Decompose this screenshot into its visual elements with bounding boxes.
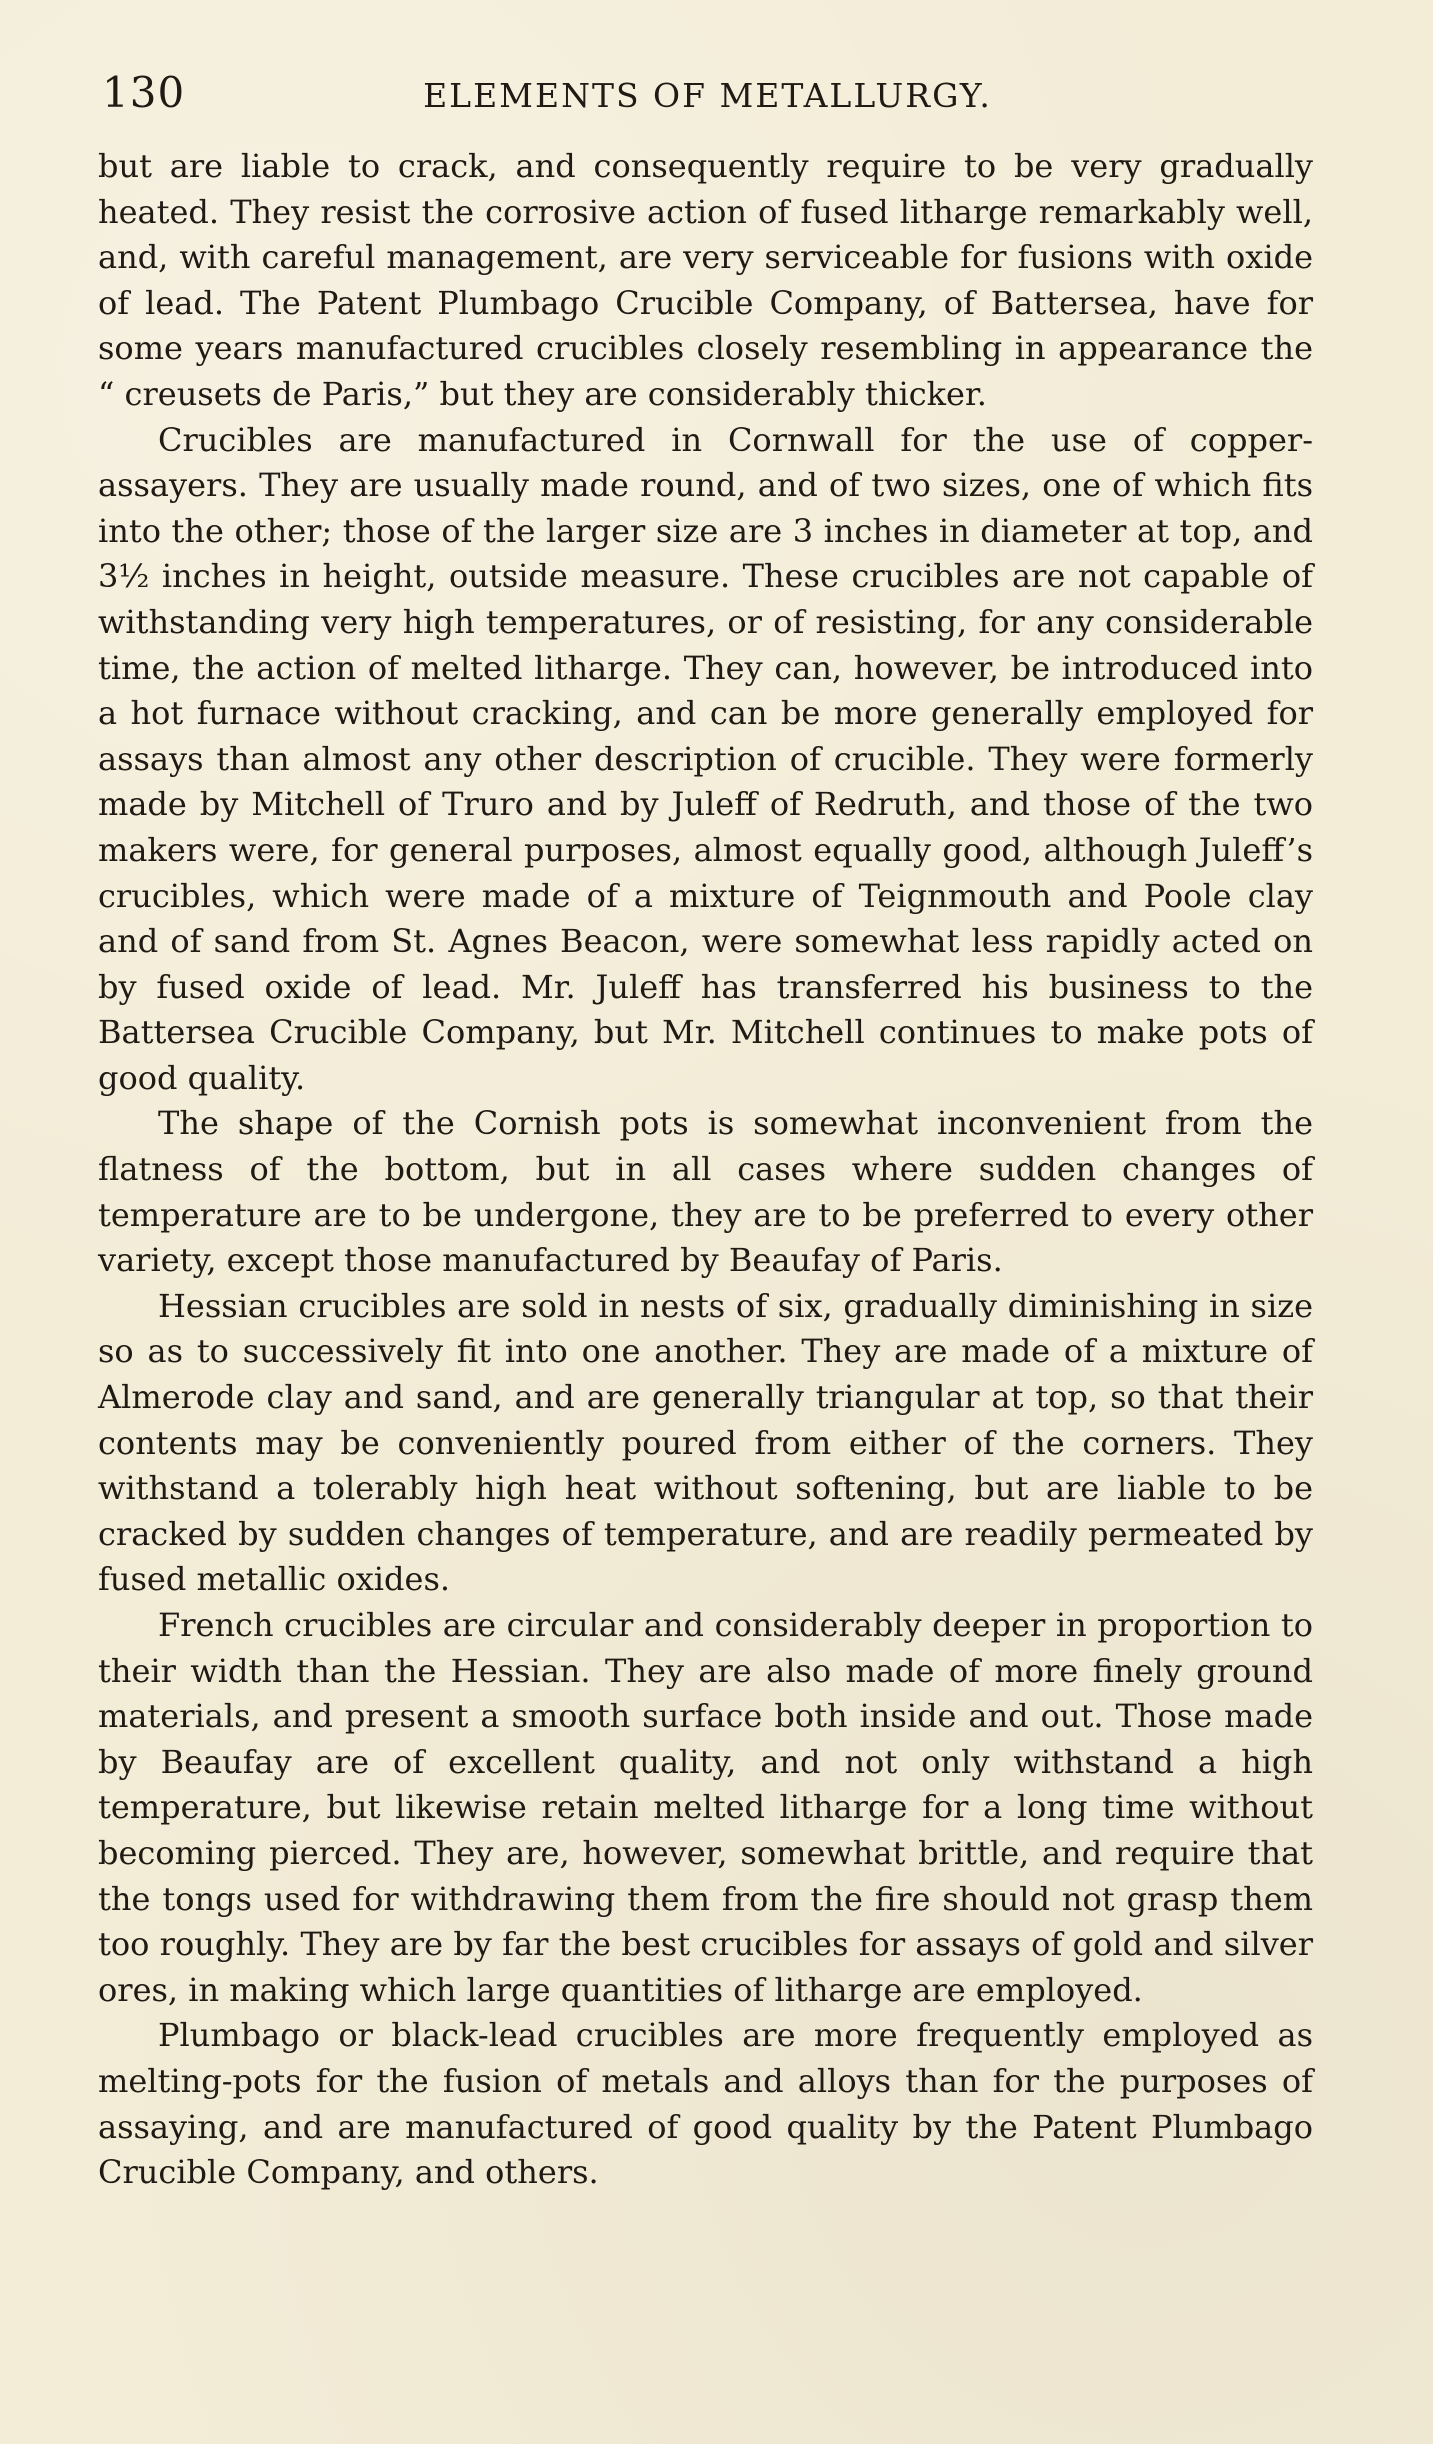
page-number: 130 xyxy=(102,68,186,117)
paragraph-french-crucibles: French crucibles are circular and considerably deeper in proportion to their width than the Hessian. They are also made of more finely ground materials, and present a smooth surface both inside and out. Those made by Beaufay are of excellent quality, and not only withstand a high temperature, but likewise retain melted litharge for a long time without becoming pierced. They are, however, somewhat brittle, and require that the tongs used for withdrawing them from the fire should not grasp them too roughly. They are by far the best crucibles for assays of gold and silver ores, in making which large quantities of litharge are employed. xyxy=(98,1606,1313,2009)
paragraph-plumbago-crucibles: Plumbago or black-lead crucibles are more frequently employed as melting-pots for the fusion of metals and alloys than for the purposes of assaying, and are manufactured of good quality by the Patent Plumbago Crucible Company, and others. xyxy=(98,2016,1313,2192)
page-header xyxy=(102,68,1313,128)
paragraph-cornish-crucibles: Crucibles are manufactured in Cornwall for the use of copper-assayers. They are usually made round, and of two sizes, one of which fits into the other; those of the larger size are 3 inches in diameter at top, and 3½ inches in height, outside measure. These crucibles are not capable of withstanding very high temperatures, or of resisting, for any considerable time, the action of melted litharge. They can, however, be introduced into a hot furnace without cracking, and can be more generally employed for assays than almost any other description of crucible. They were formerly made by Mitchell of Truro and by Juleff of Redruth, and those of the two makers were, for general purposes, almost equally good, although Juleff’s crucibles, which were made of a mixture of Teignmouth and Poole clay and of sand from St. Agnes Beacon, were somewhat less rapidly acted on by fused oxide of lead. Mr. Juleff has transferred his business to the Battersea Crucible Company, but Mr. Mitchell continues to make pots of good quality. xyxy=(98,420,1313,1097)
paragraph-cornish-pots-shape: The shape of the Cornish pots is somewhat inconvenient from the flatness of the bottom, but in all cases where sudden changes of temperature are to be undergone, they are to be preferred to every other variety, except those manufactured by Beaufay of Paris. xyxy=(98,1104,1313,1280)
paragraph-continuation: but are liable to crack, and consequently require to be very gradually heated. They resist the corrosive action of fused litharge remarkably well, and, with careful management, are very serviceable for fusions with oxide of lead. The Patent Plumbago Crucible Company, of Battersea, have for some years manufactured crucibles closely resembling in appearance the “ creusets de Paris,” but they are considerably thicker. xyxy=(98,147,1313,413)
paragraph-hessian-crucibles: Hessian crucibles are sold in nests of six, gradually diminishing in size so as to successively fit into one another. They are made of a mixture of Almerode clay and sand, and are generally triangular at top, so that their contents may be conveniently poured from either of the corners. They withstand a tolerably high heat without softening, but are liable to be cracked by sudden changes of temperature, and are readily permeated by fused metallic oxides. xyxy=(98,1286,1313,1599)
body-text xyxy=(98,144,1313,2196)
running-head-title: ELEMENTS OF METALLURGY. xyxy=(423,76,992,115)
